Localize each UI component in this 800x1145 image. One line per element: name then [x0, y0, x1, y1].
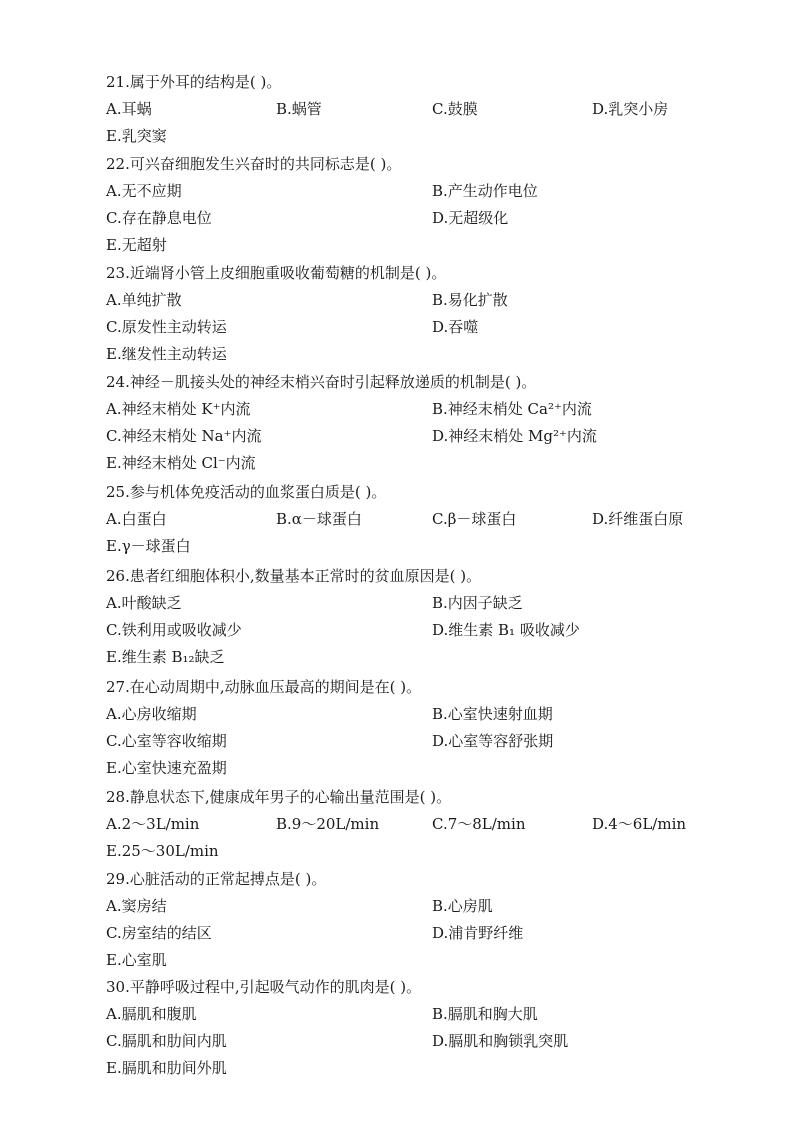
- option-c: C.鼓膜: [432, 100, 478, 118]
- option-b: B.心室快速射血期: [432, 705, 553, 723]
- option-b: B.神经末梢处 Ca²⁺内流: [432, 400, 592, 418]
- option-d: D.吞噬: [432, 318, 479, 336]
- question-stem: 23.近端肾小管上皮细胞重吸收葡萄糖的机制是( )。: [106, 264, 447, 282]
- option-e: E.25～30L/min: [106, 842, 219, 860]
- option-a: A.无不应期: [106, 182, 182, 200]
- question-25: [0, 481, 800, 562]
- option-e: E.γ－球蛋白: [106, 537, 191, 555]
- option-e: E.乳突窦: [106, 127, 167, 145]
- option-a: A.神经末梢处 K⁺内流: [106, 400, 251, 418]
- option-a: A.心房收缩期: [106, 705, 197, 723]
- question-24: [0, 371, 800, 479]
- question-29: [0, 868, 800, 976]
- option-e: E.心室肌: [106, 951, 167, 969]
- option-e: E.膈肌和肋间外肌: [106, 1059, 227, 1077]
- option-e: E.维生素 B₁₂缺乏: [106, 648, 225, 666]
- option-c: C.原发性主动转运: [106, 318, 227, 336]
- question-stem: 25.参与机体免疫活动的血浆蛋白质是( )。: [106, 483, 387, 501]
- option-a: A.2～3L/min: [106, 815, 200, 833]
- question-26: [0, 565, 800, 673]
- option-d: D.4～6L/min: [592, 815, 687, 833]
- option-c: C.膈肌和肋间内肌: [106, 1032, 227, 1050]
- option-b: B.9～20L/min: [276, 815, 380, 833]
- question-stem: 27.在心动周期中,动脉血压最高的期间是在( )。: [106, 678, 422, 696]
- option-b: B.膈肌和胸大肌: [432, 1005, 538, 1023]
- question-22: [0, 153, 800, 261]
- question-stem: 21.属于外耳的结构是( )。: [106, 73, 282, 91]
- question-27: [0, 676, 800, 784]
- option-d: D.浦肯野纤维: [432, 924, 524, 942]
- option-a: A.白蛋白: [106, 510, 167, 528]
- option-b: B.心房肌: [432, 897, 493, 915]
- option-e: E.继发性主动转运: [106, 345, 227, 363]
- option-d: D.维生素 B₁ 吸收减少: [432, 621, 580, 639]
- question-stem: 22.可兴奋细胞发生兴奋时的共同标志是( )。: [106, 155, 402, 173]
- question-stem: 29.心脏活动的正常起搏点是( )。: [106, 870, 327, 888]
- question-stem: 28.静息状态下,健康成年男子的心输出量范围是( )。: [106, 788, 452, 806]
- question-stem: 30.平静呼吸过程中,引起吸气动作的肌肉是( )。: [106, 978, 422, 996]
- option-d: D.纤维蛋白原: [592, 510, 684, 528]
- question-28: [0, 786, 800, 867]
- option-e: E.神经末梢处 Cl⁻内流: [106, 454, 256, 472]
- option-d: D.乳突小房: [592, 100, 669, 118]
- option-b: B.易化扩散: [432, 291, 508, 309]
- question-stem: 24.神经－肌接头处的神经末梢兴奋时引起释放递质的机制是( )。: [106, 373, 537, 391]
- option-c: C.7～8L/min: [432, 815, 526, 833]
- question-30: [0, 976, 800, 1084]
- option-c: C.铁利用或吸收减少: [106, 621, 242, 639]
- question-stem: 26.患者红细胞体积小,数量基本正常时的贫血原因是( )。: [106, 567, 482, 585]
- option-c: C.神经末梢处 Na⁺内流: [106, 427, 262, 445]
- option-c: C.房室结的结区: [106, 924, 212, 942]
- option-a: A.膈肌和腹肌: [106, 1005, 197, 1023]
- option-b: B.内因子缺乏: [432, 594, 523, 612]
- option-b: B.蜗管: [276, 100, 322, 118]
- option-a: A.窦房结: [106, 897, 167, 915]
- option-a: A.耳蜗: [106, 100, 152, 118]
- option-d: D.神经末梢处 Mg²⁺内流: [432, 427, 597, 445]
- option-c: C.β－球蛋白: [432, 510, 517, 528]
- option-d: D.无超级化: [432, 209, 509, 227]
- option-d: D.心室等容舒张期: [432, 732, 554, 750]
- question-21: [0, 71, 800, 152]
- option-c: C.存在静息电位: [106, 209, 212, 227]
- option-d: D.膈肌和胸锁乳突肌: [432, 1032, 569, 1050]
- option-c: C.心室等容收缩期: [106, 732, 227, 750]
- option-e: E.无超射: [106, 236, 167, 254]
- option-e: E.心室快速充盈期: [106, 759, 227, 777]
- option-b: B.产生动作电位: [432, 182, 538, 200]
- option-a: A.单纯扩散: [106, 291, 182, 309]
- option-a: A.叶酸缺乏: [106, 594, 182, 612]
- option-b: B.α－球蛋白: [276, 510, 362, 528]
- question-23: [0, 262, 800, 370]
